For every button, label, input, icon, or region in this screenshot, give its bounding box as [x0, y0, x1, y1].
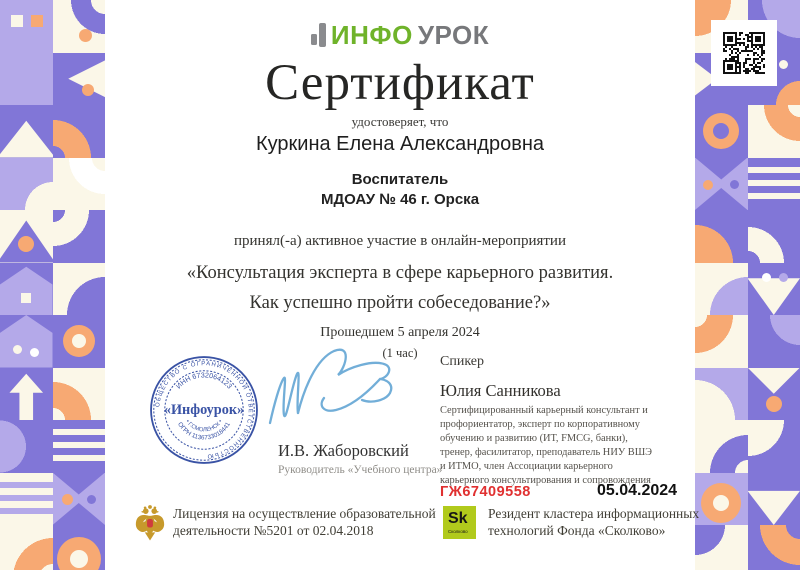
- pattern-tile: [53, 0, 106, 53]
- certificate-number: ГЖ67409558: [440, 484, 531, 500]
- pattern-tile: [748, 105, 800, 158]
- signatory-role: Руководитель «Учебного центра»: [278, 464, 443, 476]
- pattern-tile: [53, 158, 106, 211]
- skolkovo-logo-subtext: Сколково: [448, 529, 468, 534]
- pattern-tile: [695, 525, 748, 570]
- pattern-tile: [53, 263, 106, 316]
- speaker-name: Юлия Санникова: [440, 381, 561, 400]
- infourok-logo: [105, 20, 695, 50]
- signature: [258, 343, 428, 441]
- skolkovo-line1: Резидент кластера информационных: [488, 506, 700, 521]
- license-text: [173, 505, 436, 539]
- recipient-name: Куркина Елена Александровна: [255, 133, 545, 156]
- pattern-tile: [0, 53, 53, 106]
- pattern-tile: [53, 210, 106, 263]
- pattern-tile: [748, 263, 800, 316]
- pattern-tile: [0, 473, 53, 526]
- certifies-label: удостоверяет, что: [351, 114, 449, 130]
- stamp-city: • Г.СМОЛЕНСК •: [184, 418, 224, 434]
- pattern-tile: [0, 158, 53, 211]
- pattern-tile: [748, 210, 800, 263]
- pattern-tile: [53, 105, 106, 158]
- recipient-organization: МДОАУ № 46 г. Орска: [320, 191, 480, 209]
- pattern-tile: [695, 158, 748, 211]
- pattern-tile: [0, 315, 53, 368]
- pattern-tile: [0, 210, 53, 263]
- skolkovo-line2: технологий Фонда «Сколково»: [488, 523, 666, 538]
- certificate-title: Сертификат: [265, 55, 535, 111]
- participation-text: принял(-а) активное участие в онлайн-мероприятии: [233, 233, 566, 250]
- certificate-date: 05.04.2024: [597, 482, 678, 499]
- skolkovo-text: [488, 505, 699, 539]
- russia-emblem-icon: [133, 503, 167, 542]
- license-line2: деятельности №5201 от 02.04.2018: [173, 523, 374, 538]
- pattern-tile: [695, 368, 748, 421]
- pattern-tile: [748, 473, 800, 526]
- stamp-center-text: «Инфоурок»: [163, 402, 245, 419]
- stamp-ring-text: ОБЩЕСТВО С ОГРАНИЧЕННОЙ ОТВЕТСТВЕННОСТЬЮ: [155, 361, 253, 459]
- event-duration: (1 час): [382, 346, 418, 361]
- pattern-tile: [748, 420, 800, 473]
- pattern-tile: [695, 315, 748, 368]
- pattern-tile: [53, 315, 106, 368]
- logo-text-green: ИНФО: [330, 19, 413, 50]
- pattern-tile: [695, 473, 748, 526]
- event-title-line2: Как успешно пройти собеседование?»: [249, 293, 551, 314]
- license-line1: Лицензия на осуществление образовательной: [173, 506, 436, 521]
- decorative-border-left: [0, 0, 105, 570]
- pattern-tile: [53, 420, 106, 473]
- logo-text-gray: УРОК: [417, 19, 490, 50]
- skolkovo-logo-sk: Sk: [448, 510, 468, 527]
- signatory-name: И.В. Жаборовский: [278, 441, 409, 460]
- stamp-inn: ИНН 6732064123: [174, 371, 234, 391]
- qr-code-image: [715, 24, 773, 82]
- svg-text:ИНН 6732064123: [175, 371, 234, 390]
- pattern-tile: [53, 525, 106, 570]
- stamp-ogrn: ОГРН 1136733018441: [176, 421, 232, 442]
- pattern-tile: [53, 368, 106, 421]
- pattern-tile: [0, 263, 53, 316]
- pattern-tile: [0, 525, 53, 570]
- pattern-tile: [695, 263, 748, 316]
- pattern-tile: [748, 525, 800, 570]
- speaker-bio: Сертифицированный карьерный консультант и профориентатор, эксперт по корпоративному обучению и развитию (ИТ, FMCG, банки), тренер, фасилитатор, преподаватель НИУ ВШЭ и ИТМО, член Ассоциации карьерного карьерного консультирования и сопровождения: [440, 405, 653, 486]
- pattern-tile: [695, 420, 748, 473]
- pattern-tile: [53, 53, 106, 106]
- pattern-tile: [748, 315, 800, 368]
- pattern-tile: [748, 368, 800, 421]
- skolkovo-logo: [443, 506, 476, 539]
- event-date: Прошедшем 5 апреля 2024: [320, 325, 480, 341]
- recipient-position: Воспитатель: [351, 171, 449, 189]
- infourok-logo-icon: [311, 22, 326, 48]
- pattern-tile: [53, 473, 106, 526]
- qr-code: [711, 20, 777, 86]
- pattern-tile: [0, 368, 53, 421]
- pattern-tile: [695, 210, 748, 263]
- pattern-tile: [0, 420, 53, 473]
- pattern-tile: [695, 105, 748, 158]
- event-title-line1: «Консультация эксперта в сфере карьерного развития.: [186, 263, 614, 284]
- pattern-tile: [0, 105, 53, 158]
- pattern-tile: [748, 158, 800, 211]
- pattern-tile: [0, 0, 53, 53]
- certificate-body: [105, 0, 695, 361]
- speaker-label: Спикер: [440, 354, 484, 369]
- stamp-seal: [149, 355, 259, 465]
